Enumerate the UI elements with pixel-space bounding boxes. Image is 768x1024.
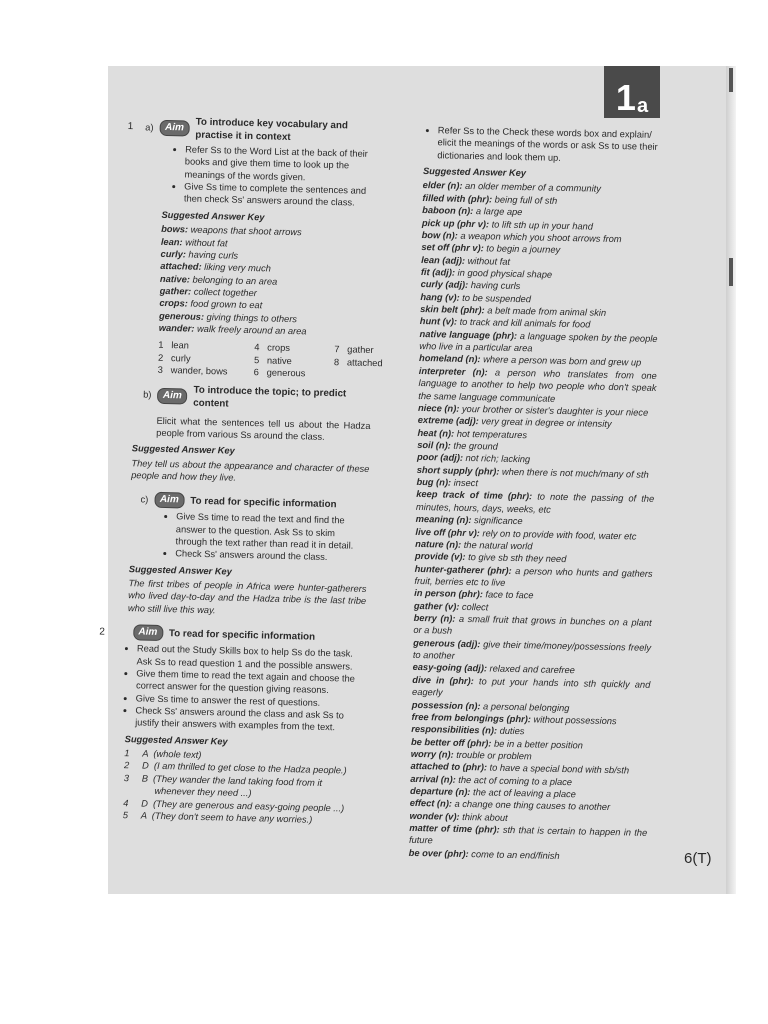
q1a-aim-text: To introduce key vocabulary and practise it in context [195,116,349,143]
q1b-text: Elicit what the sentences tell us about the Hadza people from various Ss around the class. [156,415,371,442]
glossary-definition: the ground [453,440,499,452]
definition-term: lean: [160,236,183,247]
glossary-definition: hot temperatures [456,428,528,440]
glossary-term: effect (n): [409,798,453,810]
glossary-definition: to put your hands into sth quickly and eagerly [411,676,651,698]
glossary-term: berry (n): [413,612,456,624]
glossary-definition: not rich; lacking [465,453,531,465]
right-intro [423,124,662,166]
list-item: • Refer Ss to the Word List at the back of their books and give them time to look up the meanings of the words given. [184,143,377,185]
q1b-key-text: They tell us about the appearance and character of these people and how they live. [131,457,370,483]
answer-number: 3 [123,772,130,784]
q1c-bullets [117,509,368,565]
definition-term: wander: [158,322,195,334]
aim-icon: Aim [159,120,189,137]
aim-icon: Aim [133,624,163,641]
answer-cell: 6 generous [253,367,306,379]
glossary-definition: where a person was born and grew up [483,354,642,369]
glossary-definition: rely on to provide with food, water etc [482,527,637,542]
glossary-definition: an older member of a community [464,181,602,195]
definition-term: bows: [161,224,189,235]
answer-number [123,784,141,797]
glossary-term: hunt (v): [419,316,458,328]
definition-text: collect together [193,286,257,299]
answer-number: 4 [123,797,129,808]
glossary-definition: face to face [485,589,534,601]
glossary-term: hang (v): [420,291,460,303]
answer-number: 5 [122,809,129,821]
scanned-page [99,66,736,894]
unit-letter: a [636,95,649,117]
glossary-term: soil (n): [417,439,451,451]
glossary-definition: to lift sth up in your hand [491,218,594,232]
glossary-definition: a personal belonging [483,700,570,713]
q2-key-title: Suggested Answer Key [124,733,228,747]
unit-number: 1 [615,77,636,118]
glossary-definition: to give sb sth they need [468,552,567,565]
glossary-term: homeland (n): [418,353,481,365]
glossary-term: be over (phr): [408,847,469,859]
glossary-definition: sth that is certain to happen in the future [408,824,648,846]
glossary-list [409,179,661,864]
list-item: • Give them time to read the text again and choose the correct answer for the question giving reasons. [136,667,365,697]
glossary-definition: without fat [467,255,511,267]
definition-text: without fat [185,236,228,249]
answer-text: A (They don't seem to have any worries.) [140,810,313,825]
glossary-term: short supply (phr): [416,464,500,477]
glossary-term: responsibilities (n): [411,724,498,736]
glossary-term: arrival (n): [410,773,456,785]
definition-term: native: [159,273,191,285]
glossary-definition: a belt made from animal skin [487,305,607,318]
left-column [99,114,383,827]
glossary-term: keep track of time (phr): [416,489,533,502]
glossary-definition: to be suspended [462,292,532,304]
glossary-definition: significance [473,515,523,527]
definition-text: belonging to an area [192,274,278,287]
answer-cell: 8 attached [333,356,383,369]
answer-text: B (They wander the land taking food from it [141,773,323,788]
q1a-definitions [123,222,376,339]
glossary-term: wonder (v): [409,810,460,822]
glossary-term: poor (adj): [416,452,464,464]
glossary-definition: to track and kill animals for food [459,317,591,330]
glossary-term: generous (adj): [413,637,481,650]
glossary-term: set off (phr v): [421,242,484,254]
definition-term: attached: [160,261,202,273]
q1a-key-title: Suggested Answer Key [161,209,265,223]
glossary-term: free from belongings (phr): [411,711,531,725]
definition-term: crops: [159,298,188,309]
answer-text: A (whole text) [142,748,202,761]
glossary-definition: be in a better position [493,738,584,751]
glossary-term: skin belt (phr): [420,303,485,316]
glossary-term: easy-going (adj): [412,662,488,674]
q2-bullets [113,642,365,735]
glossary-definition: think about [462,811,508,823]
q2-aim-text: To read for specific information [168,627,316,643]
glossary-term: bug (n): [416,476,452,488]
list-item: • Give Ss time to answer the rest of questions. [136,692,364,710]
glossary-term: fit (adj): [420,266,456,278]
glossary-term: gather (v): [413,600,460,612]
glossary-term: be better off (phr): [410,736,492,749]
glossary-definition: a small fruit that grows in bunches on a plant or a bush [413,613,652,637]
answer-cell: 2 curly [157,352,191,364]
answer-number: 1 [124,748,130,759]
definition-text: walk freely around an area [196,323,307,337]
glossary-key-title: Suggested Answer Key [422,166,527,179]
glossary-term: elder (n): [422,180,463,192]
definition-term: generous: [158,310,205,322]
unit-tab [604,66,660,118]
q1a-answer-grid [157,339,383,381]
glossary-term: curly (adj): [420,279,469,291]
answer-cell [334,368,404,382]
answer-text: D (I am thrilled to get close to the Hadza people.) [141,760,347,776]
question-number-1: 1 [127,121,134,133]
glossary-definition: a large ape [475,206,523,218]
answer-text: whenever they need ...) [141,785,252,799]
glossary-term: dive in (phr): [412,674,474,686]
glossary-term: bow (n): [421,229,458,241]
glossary-term: nature (n): [415,538,462,550]
glossary-term: in person (phr): [414,588,483,600]
glossary-definition: give their time/money/possessions freely to another [412,639,652,661]
glossary-term: pick up (phr v): [421,217,490,229]
aim-icon: Aim [154,492,184,509]
edge-mark [729,258,733,286]
right-column [409,124,662,864]
glossary-term: interpreter (n): [418,365,488,378]
glossary-definition: the natural world [463,539,533,552]
glossary-definition: being full of sth [494,194,558,206]
answer-cell: 3 wander, bows [157,364,228,377]
glossary-definition: insect [453,477,479,489]
q1c-key-title: Suggested Answer Key [128,563,232,577]
glossary-definition: a change one thing causes to another [454,799,611,813]
glossary-definition: to begin a journey [486,243,561,256]
glossary-definition: a weapon which you shoot arrows from [460,230,622,245]
glossary-term: attached to (phr): [410,761,488,773]
list-item: • Check Ss' answers around the class and ask Ss to justify their answers with examples from the text. [135,704,364,734]
glossary-definition: a language spoken by the people who live in a particular area [419,330,658,354]
glossary-term: matter of time (phr): [409,822,500,835]
glossary-definition: to note the passing of the minutes, hours, days, weeks, etc [415,491,655,515]
q1c-key-text: The first tribes of people in Africa were hunter-gatherers who lived day-to-day and the Hadza tribe is the last tribe who still live this way. [127,578,367,616]
glossary-definition: in good physical shape [457,267,553,280]
q1a-bullets [126,142,377,210]
glossary-definition: duties [499,725,525,737]
definition-text: liking very much [204,262,271,274]
list-item: • Give Ss time to read the text and find the answer to the question. Ask Ss to skim through the text rather than read it in detail. [175,511,368,553]
definition-term: gather: [159,285,192,297]
q1a-heading [127,114,378,146]
glossary-definition: trouble or problem [456,749,532,762]
answer-cell: 7 gather [334,344,374,356]
glossary-term: extreme (adj): [417,415,479,427]
q1a-label: a) [145,122,154,133]
q1c-label: c) [140,494,149,505]
glossary-definition: a person who hunts and gathers fruit, berries etc to live [414,565,653,588]
edge-mark [729,68,733,92]
glossary-term: native language (phr): [419,328,518,341]
answer-cell: 1 lean [158,340,189,351]
glossary-definition: the act of leaving a place [472,787,576,800]
glossary-definition: to have a special bond with sb/sth [489,762,630,776]
q2-answers [111,747,363,827]
glossary-definition: having curls [470,280,521,292]
glossary-term: possession (n): [411,699,481,711]
q1b-label: b) [143,389,152,400]
q1b-heading [143,382,372,414]
q1b-aim-text: To introduce the topic; to predict content [193,384,347,410]
glossary-definition: relaxed and carefree [489,663,575,676]
glossary-definition: when there is not much/many of sth [501,466,649,480]
q1b-key-title: Suggested Answer Key [131,443,235,456]
list-item: • Check Ss' answers around the class. [175,548,367,565]
page-number: 6(T) [684,850,712,867]
answer-cell: 4 crops [254,342,291,354]
list-item: • Refer Ss to the Check these words box and explain/ elicit the meanings of the words or ask Ss to use their dictionaries and look them up. [437,124,662,166]
answer-cell: 5 native [253,354,292,366]
page-sheet [99,66,726,894]
glossary-term: departure (n): [409,785,471,798]
glossary-term: niece (n): [417,402,460,414]
list-item: • Read out the Study Skills box to help Ss do the task. Ask Ss to read question 1 and the possible answers. [136,643,365,673]
page-edge [726,66,736,894]
answer-number: 2 [123,760,130,771]
glossary-term: filled with (phr): [422,192,493,205]
glossary-entry [418,365,657,407]
q1c-aim-text: To read for specific information [190,495,337,511]
glossary-term: baboon (n): [422,205,474,217]
glossary-definition: without possessions [533,714,617,727]
glossary-term: lean (adj): [421,254,466,266]
list-item: • Give Ss time to complete the sentences and then check Ss' answers around the class. [184,181,377,210]
answer-text: D (They are generous and easy-going people ...) [141,798,345,814]
glossary-definition: very great in degree or intensity [481,416,612,430]
glossary-term: worry (n): [410,748,454,760]
definition-text: giving things to others [206,311,298,324]
glossary-term: provide (v): [414,551,466,563]
glossary-term: live off (phr v): [415,526,480,538]
definition-term: curly: [160,248,187,260]
glossary-definition: a person who translates from one language to another to help two people who don't speak the same language communicate [418,367,657,404]
question-number-2: 2 [99,626,106,638]
glossary-term: meaning (n): [415,514,472,526]
glossary-definition: the act of coming to a place [458,774,573,787]
glossary-term: hunter-gatherer (phr): [414,563,512,576]
aim-icon: Aim [157,387,187,404]
definition-text: having curls [188,249,239,261]
glossary-definition: your brother or sister's daughter is your niece [461,403,649,418]
definition-text: food grown to eat [190,298,263,311]
definition-text: weapons that shoot arrows [190,224,302,238]
glossary-definition: collect [461,601,489,613]
glossary-term: heat (n): [417,427,455,439]
glossary-definition: come to an end/finish [471,848,560,861]
